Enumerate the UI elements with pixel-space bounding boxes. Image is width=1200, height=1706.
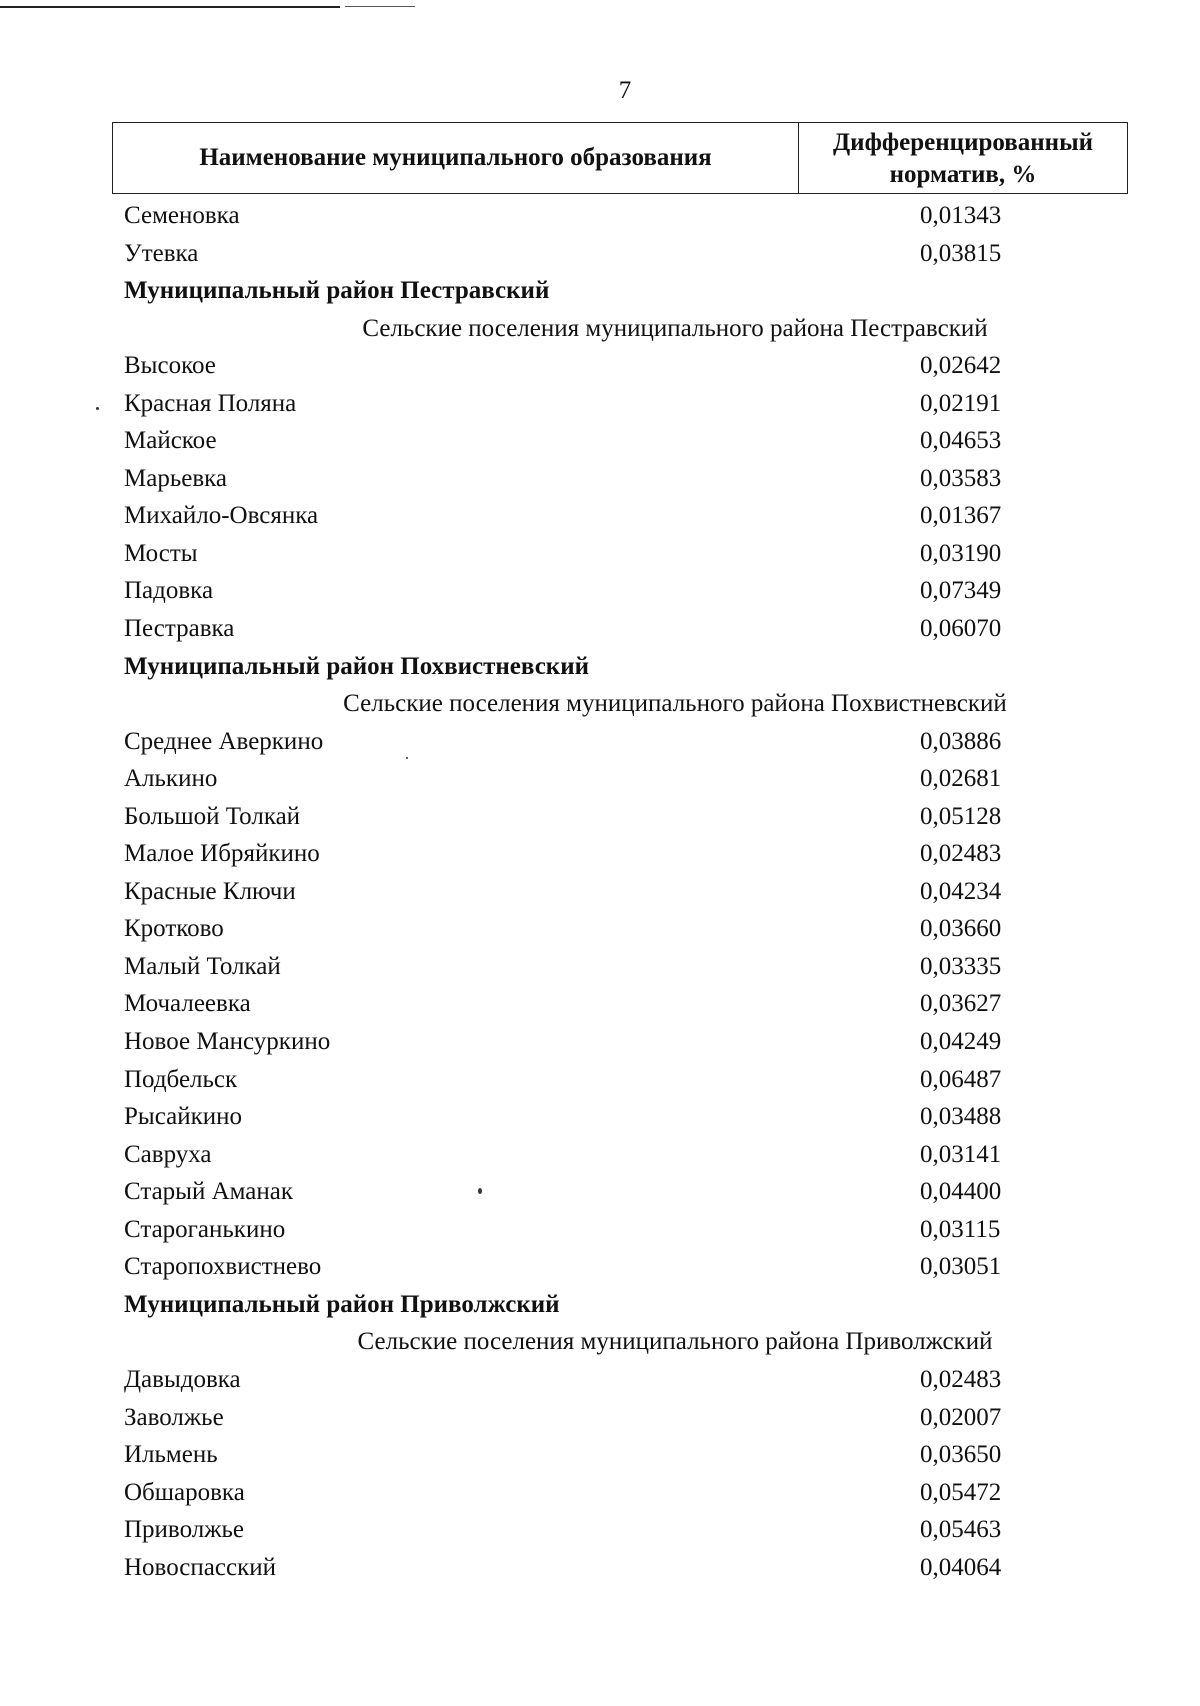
row-name: Семеновка (124, 202, 240, 229)
row-name: Муниципальный район Пестравский (124, 277, 550, 305)
table-row (0, 197, 1200, 235)
row-name: Старопохвистнево (124, 1253, 322, 1281)
header-norm-column (799, 123, 1127, 193)
table-row (0, 1136, 1200, 1174)
row-name: Майское (124, 427, 217, 455)
table-row (0, 460, 1200, 498)
row-name: Малый Толкай (124, 952, 281, 980)
row-value: 0,07349 (920, 577, 1002, 605)
table-row (0, 1023, 1200, 1061)
row-value: 0,06487 (920, 1065, 1002, 1093)
row-name: Кротково (124, 915, 224, 943)
table-row (0, 948, 1200, 986)
table-row (0, 347, 1200, 385)
row-value: 0,05463 (920, 1516, 1002, 1544)
table-row (0, 535, 1200, 573)
row-name: Красная Поляна (124, 389, 297, 417)
row-name: Мочалеевка (124, 990, 251, 1018)
row-name: Алькино (124, 765, 218, 793)
row-value: 0,01367 (920, 502, 1002, 530)
table-row (0, 610, 1200, 648)
scan-speck (406, 757, 408, 759)
settlements-subheading (0, 1323, 1200, 1361)
table-row (0, 723, 1200, 761)
row-name: Большой Толкай (124, 802, 301, 830)
row-name: Новоспасский (124, 1553, 276, 1581)
row-value: 0,03488 (920, 1103, 1002, 1131)
table-row (0, 572, 1200, 610)
row-name: Среднее Аверкино (124, 727, 324, 755)
row-name: Ильмень (124, 1441, 218, 1469)
row-name: Утевка (124, 239, 199, 267)
row-value: 0,02007 (920, 1403, 1002, 1431)
row-name: Высокое (124, 352, 216, 380)
row-name: Давыдовка (124, 1365, 241, 1393)
row-name: Мосты (124, 539, 198, 567)
header-norm-line2: норматив, % (889, 161, 1037, 188)
table-row (0, 910, 1200, 948)
table-row (0, 1511, 1200, 1549)
row-value: 0,03886 (920, 727, 1002, 755)
table-row (0, 760, 1200, 798)
row-name: Сельские поселения муниципального района Похвистневский (343, 690, 1007, 718)
row-name: Подбельск (124, 1065, 238, 1093)
district-heading (0, 272, 1200, 310)
table-row (0, 1436, 1200, 1474)
table-row (0, 1474, 1200, 1512)
row-name: Староганькино (124, 1215, 286, 1243)
row-name: Старый Аманак (124, 1178, 294, 1206)
row-value: 0,04400 (920, 1178, 1002, 1206)
table-row (0, 1098, 1200, 1136)
scan-speck (478, 1188, 482, 1194)
table-header (112, 122, 1128, 194)
header-name-column: Наименование муниципального образования (113, 123, 799, 193)
scan-edge-line (345, 6, 415, 7)
row-value: 0,02681 (920, 765, 1002, 793)
row-value: 0,03815 (920, 239, 1002, 267)
row-name: Сельские поселения муниципального района Приволжский (357, 1328, 993, 1356)
row-value: 0,06070 (920, 615, 1002, 643)
row-name: Марьевка (124, 464, 227, 492)
row-value: 0,03141 (920, 1140, 1002, 1168)
row-value: 0,03051 (920, 1253, 1002, 1281)
row-value: 0,01343 (920, 202, 1002, 229)
row-name: Муниципальный район Похвистневский (124, 652, 590, 680)
row-value: 0,05128 (920, 802, 1002, 830)
table-row (0, 235, 1200, 273)
settlements-subheading (0, 310, 1200, 348)
table-row (0, 385, 1200, 423)
row-value: 0,03335 (920, 952, 1002, 980)
table-row (0, 1211, 1200, 1249)
table-row (0, 835, 1200, 873)
row-name: Пестравка (124, 615, 235, 643)
row-name: Заволжье (124, 1403, 224, 1431)
row-value: 0,03650 (920, 1441, 1002, 1469)
row-value: 0,04064 (920, 1553, 1002, 1581)
page-number: 7 (618, 77, 632, 104)
table-row (0, 985, 1200, 1023)
scan-edge-line (0, 6, 340, 8)
row-name: Обшаровка (124, 1478, 245, 1506)
table-row (0, 1549, 1200, 1587)
row-value: 0,02191 (920, 389, 1002, 417)
row-name: Савруха (124, 1140, 212, 1168)
scan-speck (96, 407, 99, 410)
row-value: 0,03660 (920, 915, 1002, 943)
table-row (0, 1173, 1200, 1211)
row-name: Падовка (124, 577, 214, 605)
row-value: 0,04234 (920, 877, 1002, 905)
table-row (0, 873, 1200, 911)
row-name: Новое Мансуркино (124, 1028, 331, 1056)
row-name: Сельские поселения муниципального района Пестравский (362, 314, 988, 342)
table-row (0, 1399, 1200, 1437)
table-row (0, 1248, 1200, 1286)
row-value: 0,02483 (920, 1365, 1002, 1393)
table-row (0, 497, 1200, 535)
table-body (0, 197, 1200, 1586)
row-name: Рысайкино (124, 1103, 242, 1131)
row-value: 0,03190 (920, 539, 1002, 567)
row-name: Малое Ибряйкино (124, 840, 320, 868)
row-name: Михайло-Овсянка (124, 502, 319, 530)
row-name: Приволжье (124, 1516, 244, 1544)
row-value: 0,04653 (920, 427, 1002, 455)
row-value: 0,04249 (920, 1028, 1002, 1056)
row-value: 0,02483 (920, 840, 1002, 868)
row-value: 0,03583 (920, 464, 1002, 492)
row-value: 0,03627 (920, 990, 1002, 1018)
row-value: 0,05472 (920, 1478, 1002, 1506)
row-name: Муниципальный район Приволжский (124, 1290, 560, 1318)
table-row (0, 798, 1200, 836)
district-heading (0, 1286, 1200, 1324)
row-name: Красные Ключи (124, 877, 296, 905)
table-row (0, 1361, 1200, 1399)
header-norm-line1: Дифференцированный (832, 129, 1094, 156)
row-value: 0,02642 (920, 352, 1002, 380)
row-value: 0,03115 (920, 1215, 1001, 1243)
district-heading (0, 648, 1200, 686)
table-row (0, 1061, 1200, 1099)
settlements-subheading (0, 685, 1200, 723)
table-row (0, 422, 1200, 460)
